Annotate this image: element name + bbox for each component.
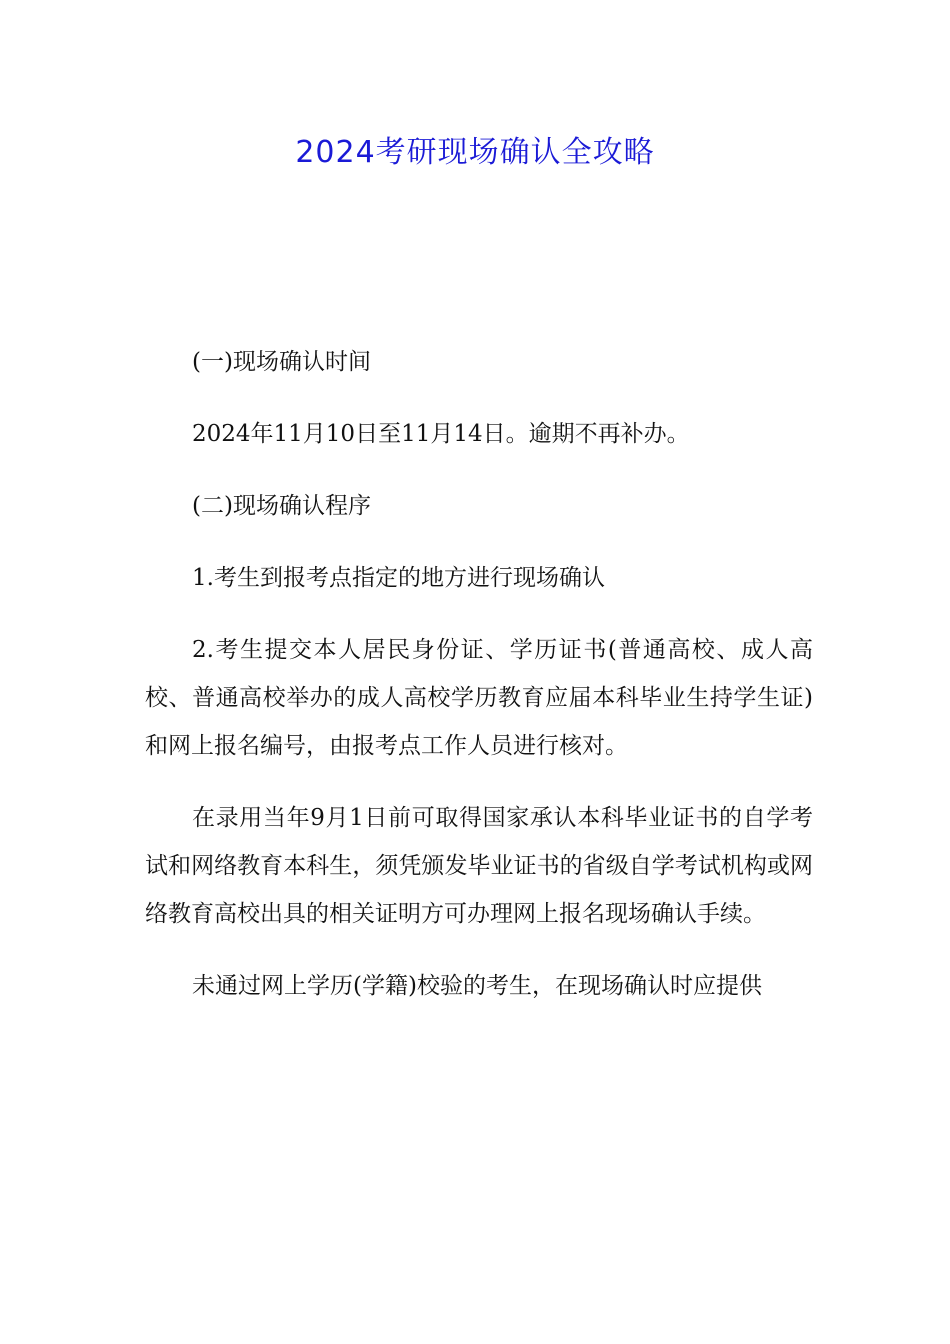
section-heading-time: (一)现场确认时间 [192,349,371,375]
section-heading-procedure: (二)现场确认程序 [192,493,371,519]
confirmation-dates: 2024年11月10日至11月14日。逾期不再补办。 [192,421,690,447]
document-title: 2024考研现场确认全攻略 [295,135,655,170]
self-study-note: 在录用当年9月1日前可取得国家承认本科毕业证书的自学考试和网络教育本科生，须凭颁发毕业证书的省级自学考试机构或网络教育高校出具的相关证明方可办理网上报名现场确认手续。 [145,805,813,927]
verification-note: 未通过网上学历(学籍)校验的考生，在现场确认时应提供 [192,973,762,999]
procedure-step-2: 2.考生提交本人居民身份证、学历证书(普通高校、成人高校、普通高校举办的成人高校学历教育应届本科毕业生持学生证)和网上报名编号，由报考点工作人员进行核对。 [145,637,813,759]
procedure-step-1: 1.考生到报考点指定的地方进行现场确认 [192,565,605,591]
document-body [145,338,813,1010]
